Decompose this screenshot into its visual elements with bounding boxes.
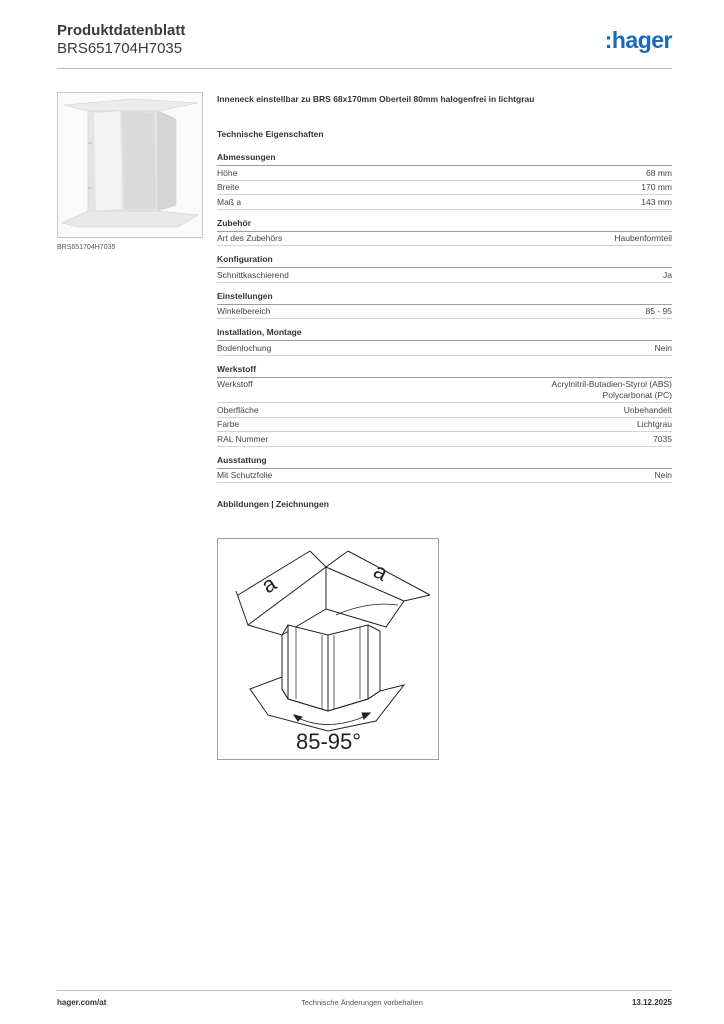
spec-value-line: Acrylnitril-Butadien-Styrol (ABS) [551, 379, 672, 389]
technical-drawing [217, 538, 439, 760]
spec-value [624, 405, 672, 416]
spec-group [217, 218, 672, 247]
footer-notice: Technische Änderungen vorbehalten [301, 998, 423, 1007]
spec-row [217, 432, 672, 447]
spec-value [641, 197, 672, 208]
spec-value-line: 143 mm [641, 196, 672, 207]
spec-row [217, 418, 672, 433]
footer-divider [57, 990, 672, 991]
spec-row [217, 166, 672, 181]
dimension-label-left: a [256, 570, 281, 599]
thumbnail-caption: BRS651704H7035 [57, 244, 116, 251]
spec-group [217, 364, 672, 447]
spec-group-title: Abmessungen [217, 152, 672, 166]
article-number: BRS651704H7035 [57, 40, 183, 57]
spec-value [614, 233, 672, 244]
spec-group-title: Zubehör [217, 218, 672, 232]
spec-row [217, 341, 672, 356]
spec-row [217, 232, 672, 247]
spec-label: Bodenlochung [217, 342, 272, 353]
spec-label: Maß a [217, 196, 242, 207]
product-title: Inneneck einstellbar zu BRS 68x170mm Oberteil 80mm halogenfrei in lichtgrau [217, 94, 535, 104]
spec-row [217, 378, 672, 404]
spec-content [217, 94, 672, 509]
page-title: Produktdatenblatt [57, 22, 186, 39]
spec-value [653, 434, 672, 445]
spec-value-line: 7035 [653, 433, 672, 444]
spec-row [217, 469, 672, 484]
spec-value-line: Nein [654, 342, 672, 353]
hager-logo: :hager [604, 27, 672, 53]
spec-group [217, 455, 672, 484]
spec-value-line: 170 mm [641, 182, 672, 192]
spec-group-title: Ausstattung [217, 455, 672, 469]
spec-label: Oberfläche [217, 404, 259, 415]
angle-label: 85-95° [296, 729, 362, 754]
spec-label: Schnittkaschierend [217, 269, 289, 280]
spec-value [646, 168, 672, 179]
header-divider [57, 68, 672, 69]
spec-group-title: Konfiguration [217, 254, 672, 268]
spec-value-line: Haubenformteil [614, 233, 672, 243]
spec-value-line: Nein [654, 470, 672, 480]
section-heading: Technische Eigenschaften [217, 129, 324, 139]
spec-value [641, 182, 672, 193]
spec-row [217, 181, 672, 196]
footer-date: 13.12.2025 [631, 998, 672, 1007]
spec-label: Höhe [217, 167, 238, 178]
spec-value-line: 68 mm [646, 167, 672, 178]
dimension-label-right: a [369, 557, 393, 586]
spec-group-title: Einstellungen [217, 291, 672, 305]
spec-value-line: 85 - 95 [645, 306, 672, 316]
spec-group [217, 254, 672, 283]
spec-label: Farbe [217, 419, 240, 429]
spec-row [217, 268, 672, 283]
spec-value-line: Polycarbonat (PC) [602, 390, 672, 400]
product-thumbnail [57, 92, 203, 238]
spec-label: Breite [217, 182, 240, 192]
spec-label: Winkelbereich [217, 306, 271, 316]
spec-label: Mit Schutzfolie [217, 470, 273, 480]
figures-heading: Abbildungen | Zeichnungen [217, 499, 329, 509]
spec-value-line: Lichtgrau [637, 419, 672, 429]
spec-group [217, 291, 672, 320]
spec-value-line: Unbehandelt [623, 404, 672, 415]
page-header [57, 22, 185, 58]
spec-row [217, 305, 672, 320]
spec-value [637, 419, 672, 430]
spec-groups [217, 152, 672, 483]
spec-group-title: Werkstoff [217, 364, 672, 378]
spec-group-title: Installation, Montage [217, 327, 672, 341]
spec-row [217, 195, 672, 210]
spec-value [655, 470, 672, 481]
spec-label: Werkstoff [217, 379, 253, 389]
spec-value [646, 306, 672, 317]
spec-value-line: Ja [663, 269, 672, 280]
spec-label: Art des Zubehörs [217, 233, 283, 243]
spec-value [663, 270, 672, 281]
spec-row [217, 403, 672, 418]
spec-value [552, 379, 672, 401]
spec-value [655, 343, 672, 354]
spec-group [217, 327, 672, 356]
spec-group [217, 152, 672, 210]
spec-label: RAL Nummer [217, 433, 269, 444]
footer-website[interactable]: hager.com/at [57, 998, 107, 1007]
